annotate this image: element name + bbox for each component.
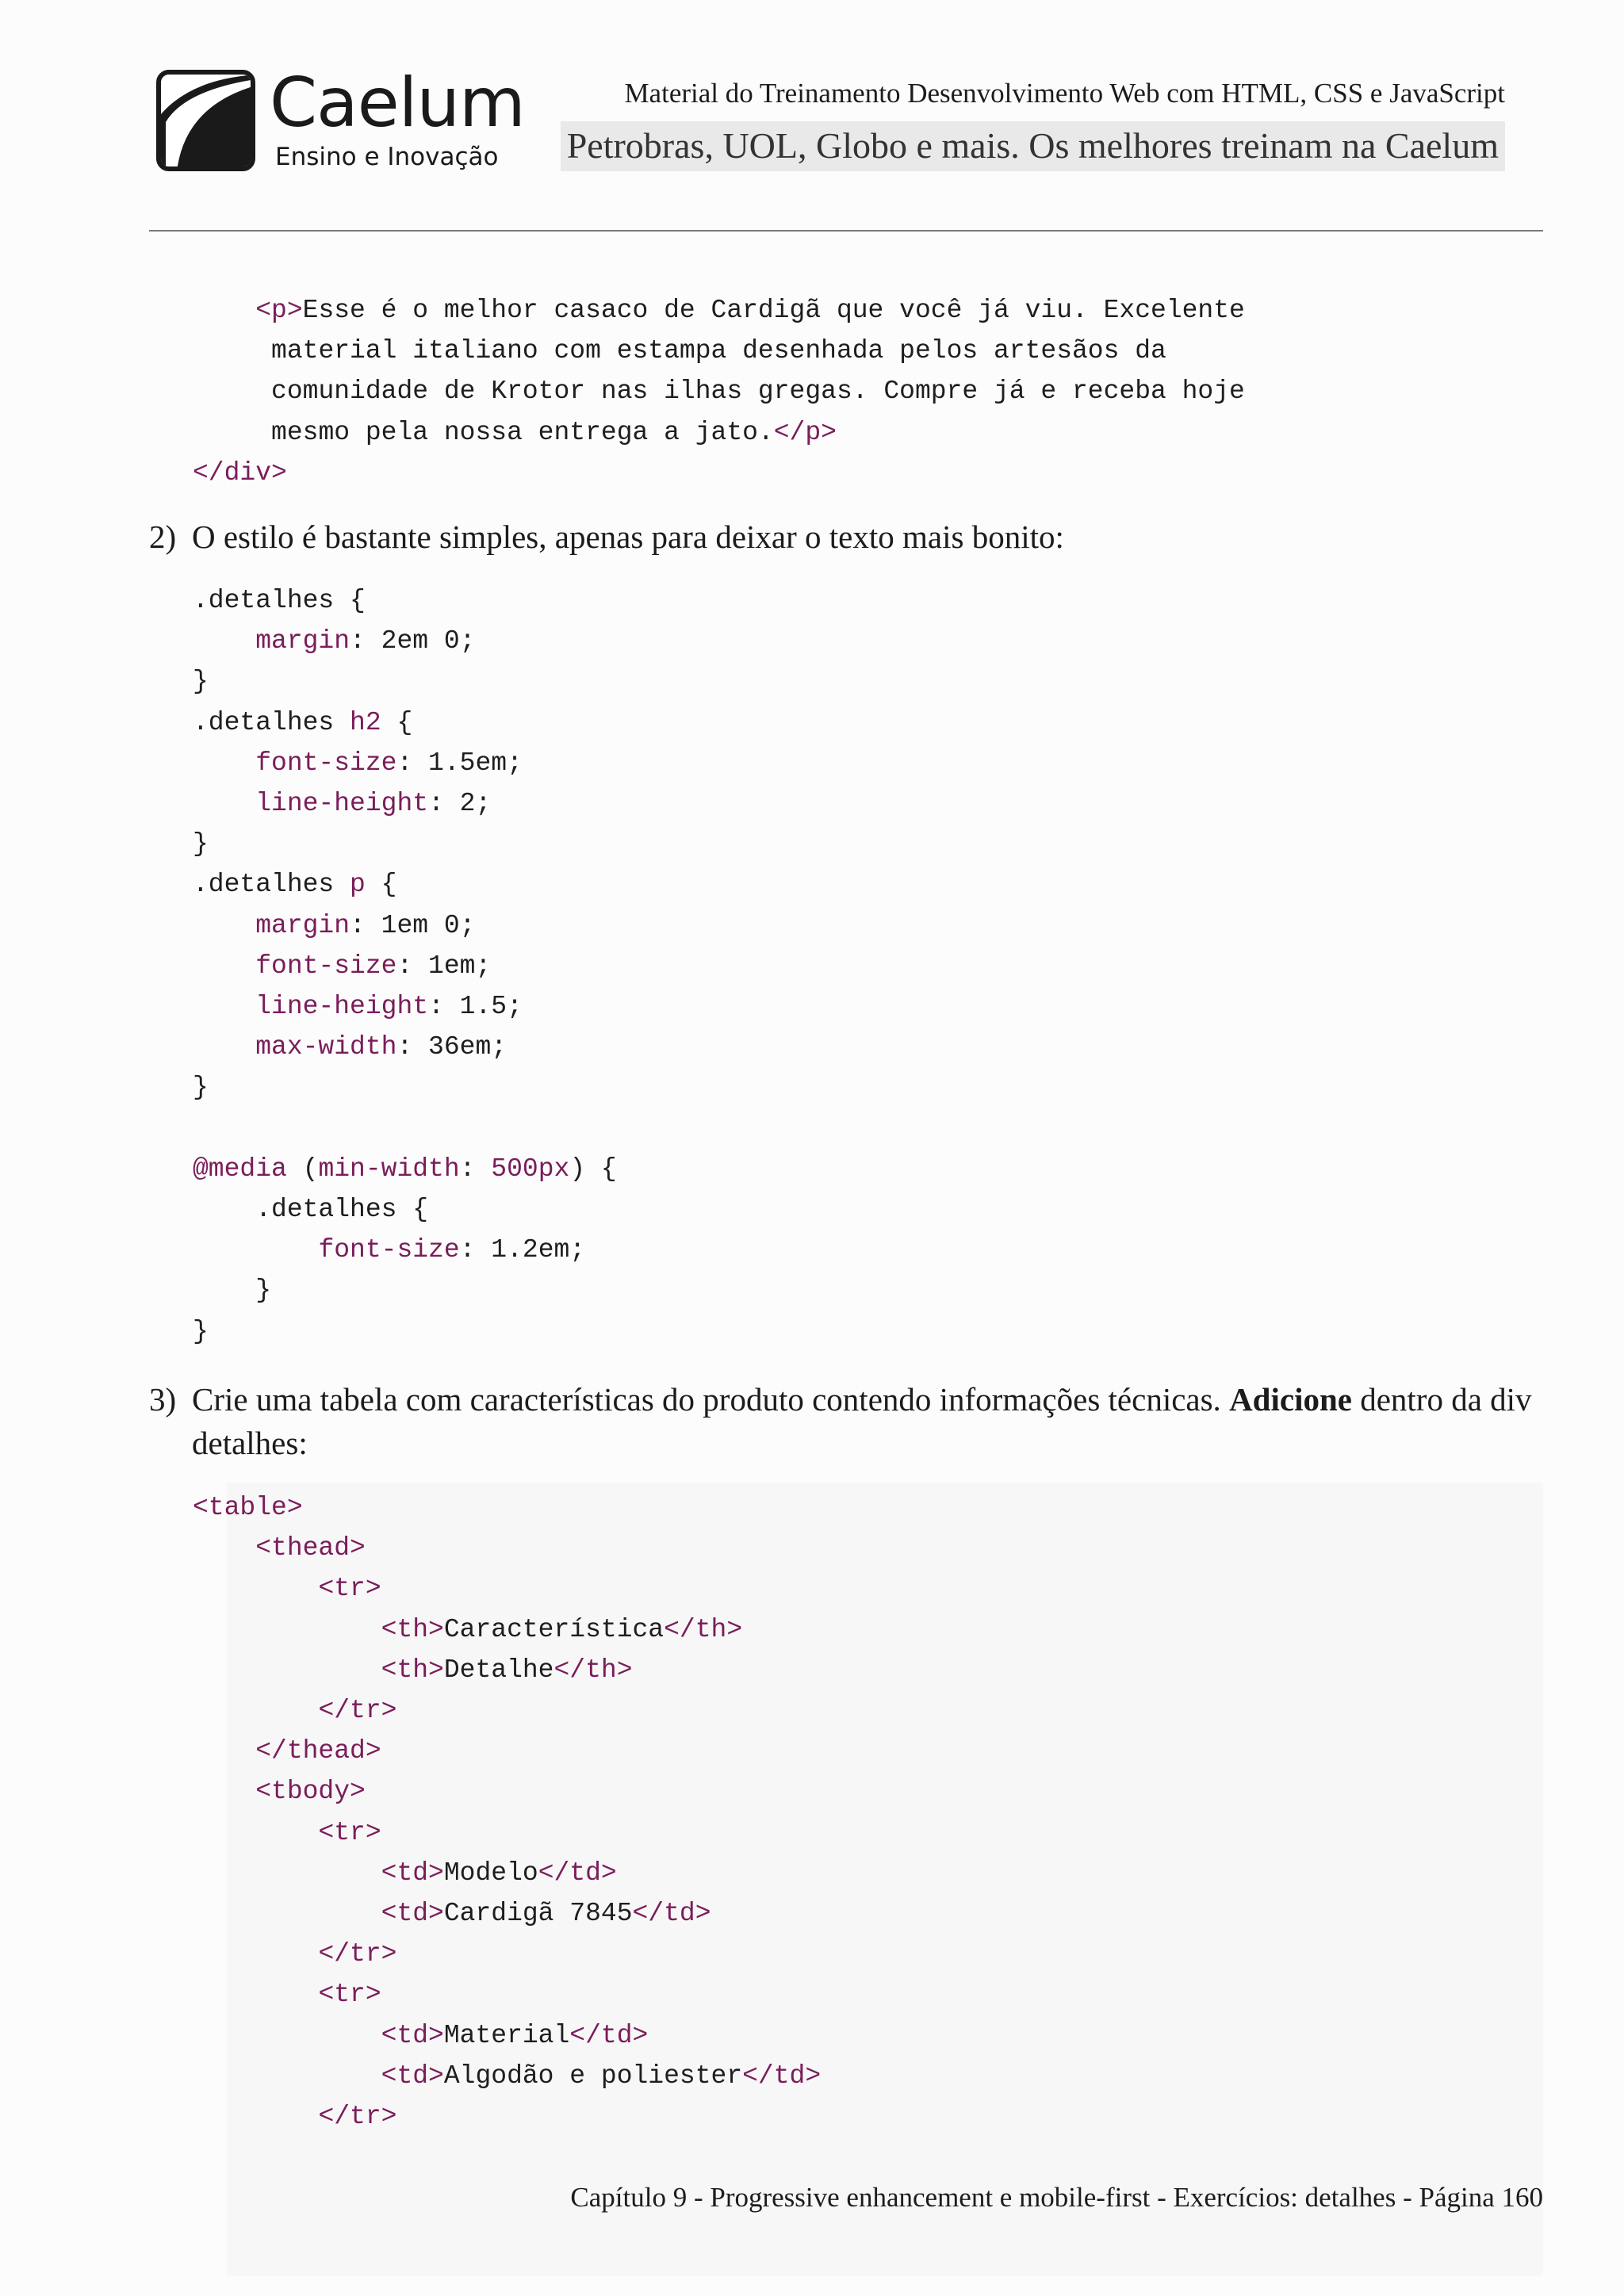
svg-text:*: * [172,83,182,107]
item-number: 2) [149,519,177,555]
caelum-logo [156,63,525,177]
code-block-css: .detalhes { margin: 2em 0; } .detalhes h2 { font-size: 1.5em; line-height: 2; } .detalhes p { margin: 1em 0; font-size: 1em; line-height: 1.5; max-width: 36em; } @media (min-width: 500px) { .detalhes { font-size: 1.2em; } } [193,586,617,1346]
logo-tagline: Ensino e Inovação [275,143,499,171]
item-text: Crie uma tabela com características do produto contendo informações técnicas. Adicione dentro da div detalhes: [192,1381,1532,1461]
item-text: O estilo é bastante simples, apenas para deixar o texto mais bonito: [192,519,1064,555]
code-block-html-paragraph: <p>Esse é o melhor casaco de Cardigã que você já viu. Excelente material italiano com estampa desenhada pelos artesãos da comunidade de Krotor nas ilhas gregas. Compre já e receba hoje mesmo pela nossa entrega a jato.</p> </div> [193,296,1245,488]
logo-name: Caelum [270,63,525,143]
page-footer: Capítulo 9 - Progressive enhancement e mobile-first - Exercícios: detalhes - Página 160 [570,2182,1543,2213]
header-divider [149,230,1543,232]
code-block-html-table: <table> <thead> <tr> <th>Característica</th> <th>Detalhe</th> </tr> </thead> <tbody> <tr> <td>Modelo</td> <td>Cardigã 7845</td> </tr> <tr> <td>Material</td> <td>Algodão e poliester</td> </tr> [193,1493,822,2132]
header-tagline: Petrobras, UOL, Globo e mais. Os melhores treinam na Caelum [561,121,1505,171]
item-number: 3) [149,1381,177,1418]
header-subtitle: Material do Treinamento Desenvolvimento Web com HTML, CSS e JavaScript [624,78,1505,109]
logo-mark [156,70,255,171]
